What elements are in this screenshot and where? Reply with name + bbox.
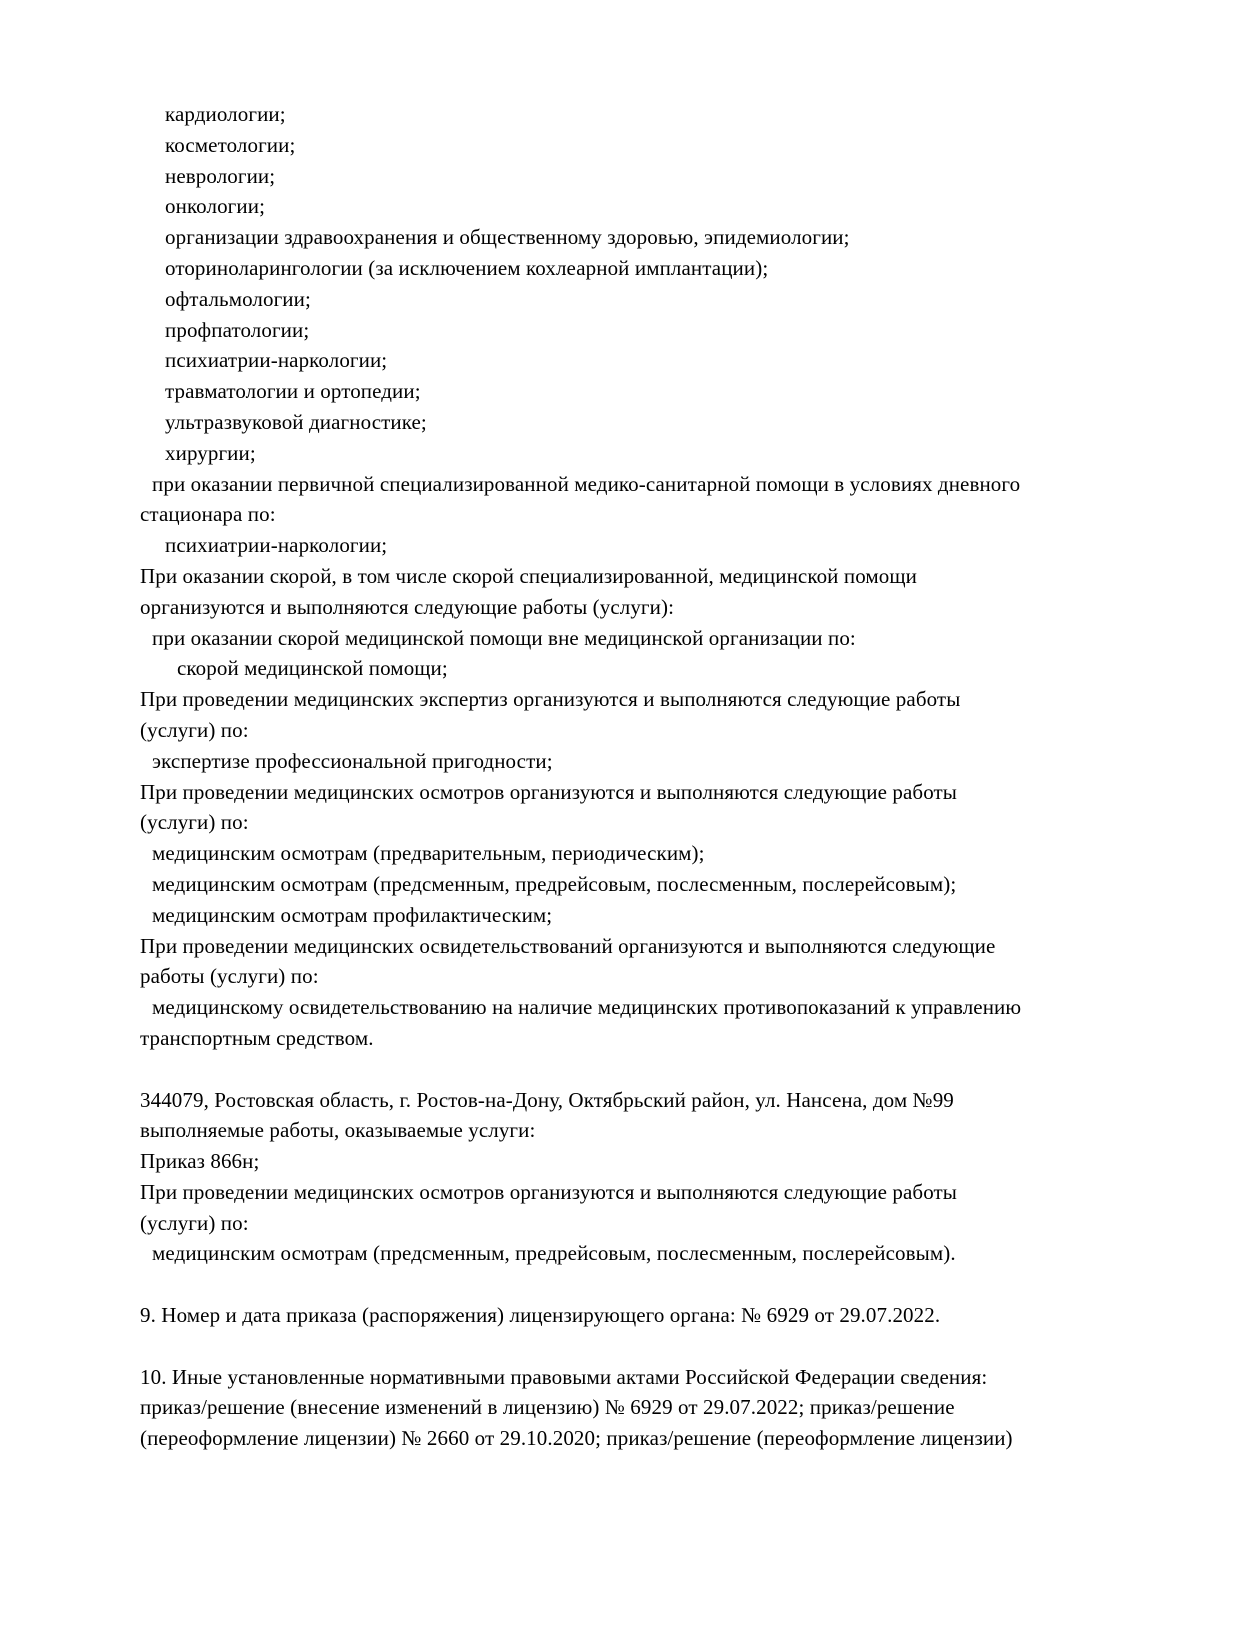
text-line: При проведении медицинских экспертиз организуются и выполняются следующие работы: [140, 687, 961, 712]
text-line: 9. Номер и дата приказа (распоряжения) лицензирующего органа: № 6929 от 29.07.2022.: [140, 1303, 941, 1328]
text-line: Приказ 866н;: [140, 1149, 260, 1174]
text-line: медицинским осмотрам (предсменным, предрейсовым, послесменным, послерейсовым).: [152, 1241, 956, 1266]
text-line: выполняемые работы, оказываемые услуги:: [140, 1118, 536, 1143]
text-line: онкологии;: [165, 194, 266, 219]
text-line: неврологии;: [165, 163, 276, 188]
text-line: косметологии;: [165, 132, 296, 157]
text-line: медицинским осмотрам (предсменным, предрейсовым, послесменным, послерейсовым);: [152, 871, 957, 896]
text-line: организации здравоохранения и общественному здоровью, эпидемиологии;: [165, 225, 850, 250]
document-body: [140, 99, 1130, 1454]
text-line: скорой медицинской помощи;: [177, 656, 448, 681]
text-line: оториноларингологии (за исключением кохлеарной имплантации);: [165, 255, 769, 280]
text-line: психиатрии-наркологии;: [165, 533, 388, 558]
text-line: (услуги) по:: [140, 810, 249, 835]
text-line: 344079, Ростовская область, г. Ростов-на-Дону, Октябрьский район, ул. Нансена, дом №99: [140, 1087, 954, 1112]
text-line: психиатрии-наркологии;: [165, 348, 388, 373]
blank-line: [140, 1054, 1130, 1085]
text-line: стационара по:: [140, 502, 276, 527]
text-line: При проведении медицинских осмотров организуются и выполняются следующие работы: [140, 779, 958, 804]
text-line: При проведении медицинских осмотров организуются и выполняются следующие работы: [140, 1179, 958, 1204]
text-line: медицинским осмотрам (предварительным, периодическим);: [152, 841, 705, 866]
text-line: транспортным средством.: [140, 1025, 374, 1050]
text-line: (переоформление лицензии) № 2660 от 29.10.2020; приказ/решение (переоформление лицензии): [140, 1426, 1013, 1451]
text-line: приказ/решение (внесение изменений в лицензию) № 6929 от 29.07.2022; приказ/решение: [140, 1395, 955, 1420]
text-line: (услуги) по:: [140, 717, 249, 742]
text-line: экспертизе профессиональной пригодности;: [152, 748, 553, 773]
text-line: организуются и выполняются следующие работы (услуги):: [140, 594, 675, 619]
text-line: При проведении медицинских освидетельствований организуются и выполняются следующие: [140, 933, 996, 958]
text-line: (услуги) по:: [140, 1210, 249, 1235]
text-line: при оказании первичной специализированной медико-санитарной помощи в условиях дневного: [152, 471, 1021, 496]
text-line: травматологии и ортопедии;: [165, 379, 421, 404]
text-line: работы (услуги) по:: [140, 964, 319, 989]
text-line: При оказании скорой, в том числе скорой специализированной, медицинской помощи: [140, 563, 917, 588]
text-line: хирургии;: [165, 440, 256, 465]
blank-line: [140, 1331, 1130, 1362]
text-line: 10. Иные установленные нормативными правовыми актами Российской Федерации сведения:: [140, 1364, 988, 1389]
text-line: при оказании скорой медицинской помощи вне медицинской организации по:: [152, 625, 856, 650]
text-line: медицинским осмотрам профилактическим;: [152, 902, 553, 927]
text-line: кардиологии;: [165, 102, 286, 126]
text-line: офтальмологии;: [165, 286, 311, 311]
text-line: ультразвуковой диагностике;: [165, 409, 427, 434]
blank-line: [140, 1269, 1130, 1300]
text-line: медицинскому освидетельствованию на наличие медицинских противопоказаний к управлению: [152, 995, 1022, 1020]
text-line: профпатологии;: [165, 317, 310, 342]
